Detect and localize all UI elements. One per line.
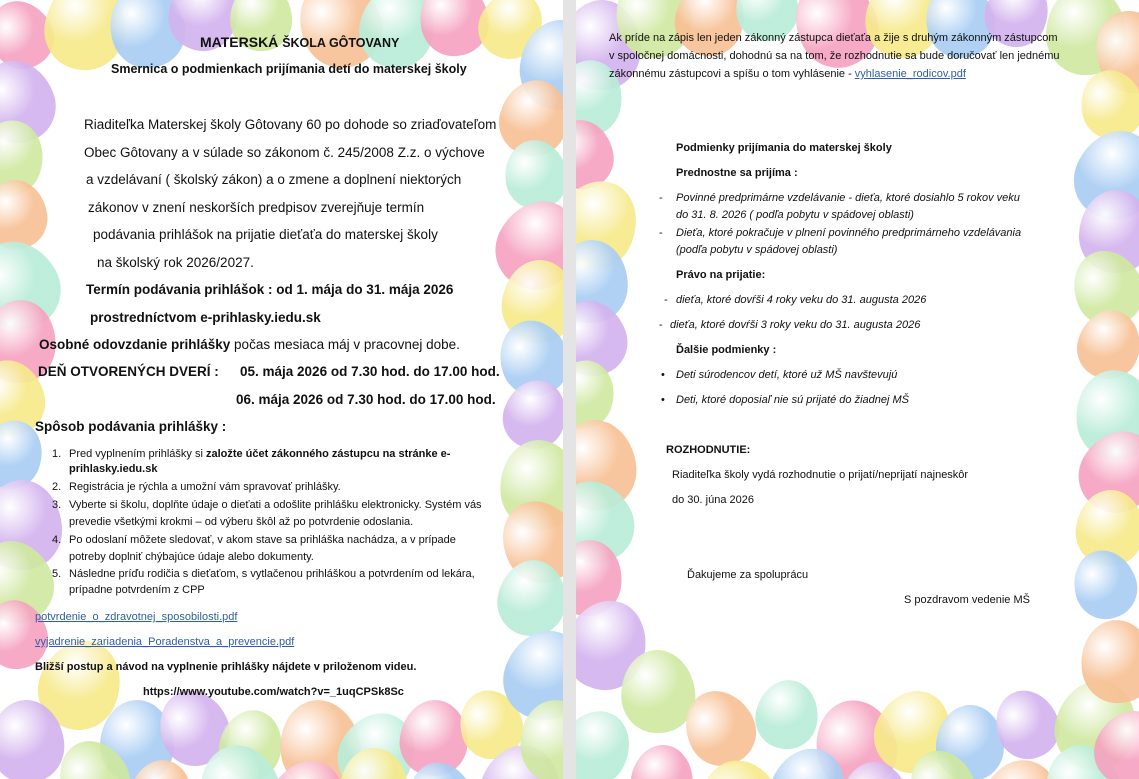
step-line: prípadne potvrdením z CPP	[69, 584, 205, 596]
deadline-line: Termín podávania prihlášok : od 1. mája do 31. mája 2026	[86, 282, 454, 297]
via-portal-line: prostredníctvom e-prihlasky.iedu.sk	[90, 310, 321, 325]
greeting-text: S pozdravom vedenie MŠ	[904, 594, 1030, 606]
right-page-content	[576, 0, 1139, 779]
step-line: Následne príďu rodičia s dieťaťom, s vytlačenou prihláškou a potvrdením od lekára,	[69, 568, 475, 580]
notice-line: v spoločnej domácnosti, dohodnú sa na tom, že rozhodnutie sa bude doručovať len jednému	[609, 50, 1060, 62]
priority-item-line: Dieťa, ktoré pokračuje v plnení povinného predprimárneho vzdelávania	[676, 227, 1022, 239]
decision-text: Riaditeľka školy vydá rozhodnutie o prijatí/neprijatí najneskôr	[672, 469, 969, 481]
intro-line: Riaditeľka Materskej školy Gôtovany 60 po dohode so zriaďovateľom	[84, 117, 497, 132]
decision-text: do 30. júna 2026	[672, 494, 754, 506]
notice-text: zákonnému zástupcovi a spíšu o tom vyhlásenie -	[609, 68, 855, 80]
dash-bullet: -	[659, 192, 663, 204]
step-line: Registrácia je rýchla a umožní vám spravovať prihlášky.	[69, 481, 341, 493]
thanks-text: Ďakujeme za spoluprácu	[687, 569, 809, 581]
personal-submission-bold: Osobné odovzdanie prihlášky	[39, 337, 231, 352]
document-subtitle: Smernica o podmienkach prijímania detí do materskej školy	[111, 62, 467, 76]
step-number: 3.	[52, 499, 62, 511]
left-page	[0, 0, 563, 779]
parents-declaration-link[interactable]: vyhlasenie_rodicov.pdf	[854, 68, 966, 80]
conditions-heading: Podmienky prijímania do materskej školy	[676, 142, 892, 154]
step-number: 4.	[52, 534, 62, 546]
step-line: potreby doplniť chýbajúce údaje alebo dokumenty.	[69, 551, 314, 563]
other-conditions-heading: Ďalšie podmienky :	[676, 344, 777, 356]
step-text: Pred vyplnením prihlášky si	[69, 448, 206, 460]
step-line	[69, 448, 450, 460]
open-day-date: 06. mája 2026 od 7.30 hod. do 17.00 hod.	[236, 392, 496, 407]
intro-line: podávania prihlášok na prijatie dieťaťa do materskej školy	[93, 227, 438, 242]
notice-line: Ak príde na zápis len jeden zákonný zástupca dieťaťa a žije s druhým zákonným zástupcom	[609, 32, 1058, 44]
priority-heading: Prednostne sa prijíma :	[676, 167, 798, 179]
priority-item-line: do 31. 8. 2026 ( podľa pobytu v spádovej oblasti)	[676, 209, 914, 221]
video-url: https://www.youtube.com/watch?v=_1uqCPSk8Sc	[143, 686, 404, 698]
step-number: 1.	[52, 448, 62, 460]
other-condition-item: Deti súrodencov detí, ktoré už MŠ navštevujú	[676, 369, 898, 381]
personal-submission-line	[39, 337, 460, 352]
dash-bullet: -	[659, 319, 663, 331]
step-line: prevedie všetkými krokmi – od výberu škôl až po potvrdenie odoslania.	[69, 516, 414, 528]
intro-line: na školský rok 2026/2027.	[97, 255, 254, 270]
intro-line: Obec Gôtovany a v súlade so zákonom č. 245/2008 Z.z. o výchove	[84, 145, 485, 160]
decision-heading: ROZHODNUTIE:	[666, 444, 751, 456]
step-line: prihlasky.iedu.sk	[69, 463, 158, 475]
right-page	[576, 0, 1139, 779]
left-page-content	[0, 0, 563, 779]
personal-submission-rest: počas mesiaca máj v pracovnej dobe.	[230, 337, 460, 352]
open-day-date: 05. mája 2026 od 7.30 hod. do 17.00 hod.	[240, 364, 500, 379]
admission-right-item: dieťa, ktoré dovŕši 3 roky veku do 31. augusta 2026	[670, 319, 921, 331]
health-certificate-link[interactable]: potvrdenie_o_zdravotnej_sposobilosti.pdf	[35, 611, 238, 623]
step-text-bold: založte účet zákonného zástupcu na stránke e-	[205, 448, 451, 460]
counseling-statement-link[interactable]: vyjadrenie_zariadenia_Poradenstva_a_prevencie.pdf	[35, 636, 295, 648]
admission-right-heading: Právo na prijatie:	[676, 269, 766, 281]
notice-line	[609, 68, 966, 80]
admission-right-item: dieťa, ktoré dovŕši 4 roky veku do 31. augusta 2026	[676, 294, 927, 306]
school-title	[200, 34, 399, 50]
step-number: 2.	[52, 481, 62, 493]
step-line: Vyberte si školu, doplňte údaje o dieťati a odošlite prihlášku elektronicky. Systém vás	[69, 499, 482, 511]
open-days-label: DEŇ OTVORENÝCH DVERÍ :	[38, 364, 219, 379]
intro-line: zákonov v znení neskorších predpisov zverejňuje termín	[88, 200, 425, 215]
other-condition-item: Deti, ktoré doposiaľ nie sú prijaté do žiadnej MŠ	[676, 394, 909, 406]
intro-line: a vzdelávaní ( školský zákon) a o zmene a doplnení niektorých	[86, 172, 462, 187]
step-line: Po odoslaní môžete sledovať, v akom stave sa prihláška nachádza, a v prípade	[69, 534, 456, 546]
page-gap	[563, 0, 576, 779]
dot-bullet: •	[661, 394, 665, 406]
method-heading: Spôsob podávania prihlášky :	[35, 419, 227, 434]
school-title-main: MATERSKÁ	[200, 34, 279, 50]
dash-bullet: -	[659, 227, 663, 239]
step-number: 5.	[52, 568, 62, 580]
dash-bullet: -	[664, 294, 668, 306]
priority-item-line: (podľa pobytu v spádovej oblasti)	[676, 244, 838, 256]
priority-item-line: Povinné predprimárne vzdelávanie - dieťa, ktoré dosiahlo 5 rokov veku	[676, 192, 1020, 204]
dot-bullet: •	[661, 369, 665, 381]
school-title-rest: ŠKOLA GÔTOVANY	[282, 36, 400, 50]
video-note: Bližší postup a návod na vyplnenie prihlášky nájdete v priloženom videu.	[35, 661, 417, 673]
